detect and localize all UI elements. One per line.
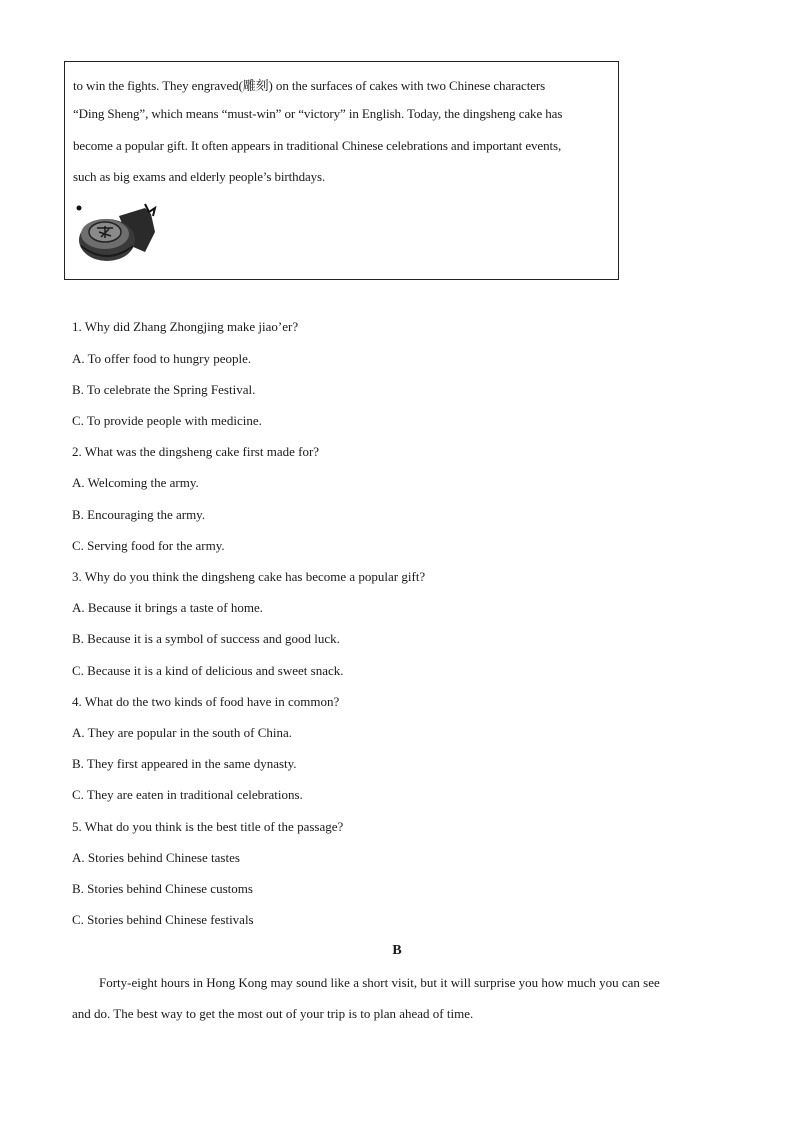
option-b: B. Stories behind Chinese customs <box>72 881 253 896</box>
passage-line: such as big exams and elderly people’s birthdays. <box>73 169 326 184</box>
option-a: A. To offer food to hungry people. <box>72 351 252 366</box>
option-b: B. Because it is a symbol of success and good luck. <box>72 631 340 646</box>
option-a: A. Welcoming the army. <box>72 475 199 490</box>
option-b: B. To celebrate the Spring Festival. <box>72 382 256 397</box>
option-a: A. They are popular in the south of China. <box>72 725 292 740</box>
option-c: C. To provide people with medicine. <box>72 413 262 428</box>
question-stem: 4. What do the two kinds of food have in common? <box>72 694 340 709</box>
question-stem: 1. Why did Zhang Zhongjing make jiao’er? <box>72 319 299 334</box>
option-c: C. Stories behind Chinese festivals <box>72 912 254 927</box>
option-c: C. Because it is a kind of delicious and sweet snack. <box>72 663 344 678</box>
option-b: B. Encouraging the army. <box>72 507 206 522</box>
dingsheng-cake-image <box>75 202 157 264</box>
question-stem: 3. Why do you think the dingsheng cake has become a popular gift? <box>72 569 426 584</box>
option-a: A. Because it brings a taste of home. <box>72 600 263 615</box>
question-stem: 5. What do you think is the best title of the passage? <box>72 819 344 834</box>
passage-line: “Ding Sheng”, which means “must-win” or “victory” in English. Today, the dingsheng cake has <box>73 106 563 121</box>
option-b: B. They first appeared in the same dynasty. <box>72 756 297 771</box>
paragraph-line: and do. The best way to get the most out of your trip is to plan ahead of time. <box>72 1006 474 1021</box>
paragraph-line: Forty-eight hours in Hong Kong may sound like a short visit, but it will surprise you how much you can see <box>99 975 660 990</box>
section-heading-b: B <box>392 943 402 958</box>
passage-line: become a popular gift. It often appears in traditional Chinese celebrations and important events, <box>73 138 562 153</box>
option-c: C. They are eaten in traditional celebrations. <box>72 787 303 802</box>
option-a: A. Stories behind Chinese tastes <box>72 850 240 865</box>
passage-box <box>64 61 619 280</box>
option-c: C. Serving food for the army. <box>72 538 225 553</box>
passage-line: to win the fights. They engraved(雕刻) on the surfaces of cakes with two Chinese characters <box>73 78 546 93</box>
question-stem: 2. What was the dingsheng cake first made for? <box>72 444 320 459</box>
